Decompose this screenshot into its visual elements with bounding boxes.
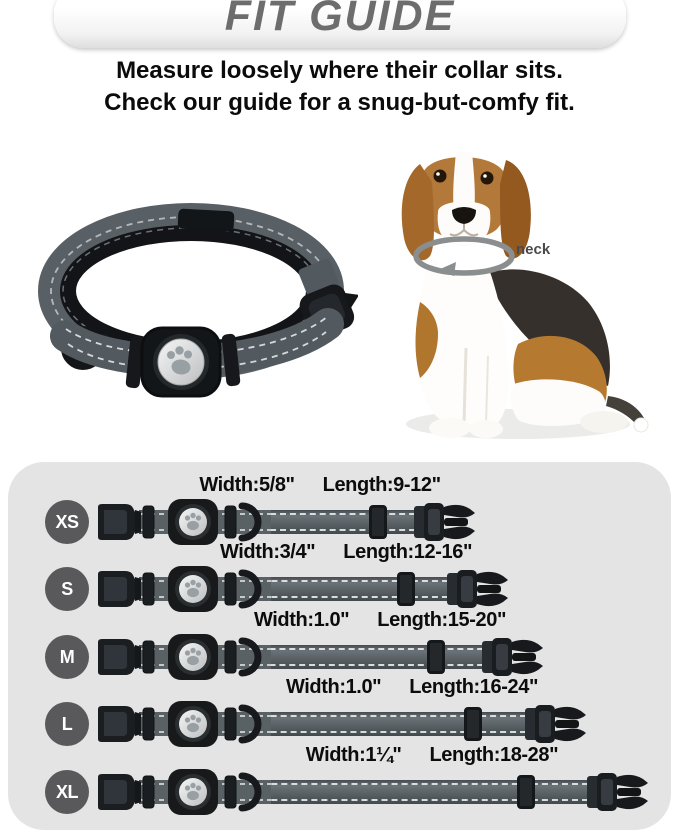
size-row-l bbox=[8, 676, 671, 750]
airtag-holder-icon bbox=[141, 768, 271, 816]
buckle-male-icon bbox=[413, 498, 477, 546]
airtag-holder-icon bbox=[141, 498, 271, 546]
triglide-adjuster bbox=[369, 505, 387, 539]
title-band bbox=[54, 0, 626, 48]
buckle-male-icon bbox=[586, 768, 650, 816]
size-row-s bbox=[8, 541, 671, 615]
size-specs bbox=[160, 474, 480, 497]
collar-illustration bbox=[95, 498, 477, 546]
width-spec: Width:1.0" bbox=[253, 609, 350, 631]
collar-product-image bbox=[28, 196, 358, 416]
size-badge-xs: XS bbox=[45, 500, 89, 544]
airtag-holder bbox=[142, 328, 220, 396]
dog-head bbox=[402, 152, 531, 260]
collar-top-keeper bbox=[178, 209, 235, 232]
size-badge-s: S bbox=[45, 567, 89, 611]
width-spec: Width:3/4" bbox=[219, 541, 316, 563]
size-badge-xl: XL bbox=[45, 770, 89, 814]
size-row-m bbox=[8, 609, 671, 683]
page-title: FIT GUIDE bbox=[224, 0, 456, 40]
width-spec: Width:1¼" bbox=[305, 744, 402, 766]
airtag-holder-icon bbox=[141, 565, 271, 613]
size-row-xs bbox=[8, 474, 671, 548]
subtitle-line-2: Check our guide for a snug-but-comfy fit. bbox=[104, 89, 575, 116]
length-spec: Length:15-20" bbox=[377, 609, 507, 631]
triglide-adjuster bbox=[397, 572, 415, 606]
size-chart-panel bbox=[8, 462, 671, 830]
size-badge-m: M bbox=[45, 635, 89, 679]
airtag-holder-icon bbox=[141, 700, 271, 748]
neck-label: neck bbox=[516, 241, 551, 258]
length-spec: Length:16-24" bbox=[409, 676, 539, 698]
collar-illustration bbox=[95, 633, 545, 681]
subtitle-line-1: Measure loosely where their collar sits. bbox=[116, 57, 563, 84]
collar-illustration bbox=[95, 565, 510, 613]
triglide-adjuster bbox=[464, 707, 482, 741]
airtag-holder-icon bbox=[141, 633, 271, 681]
collar-illustration bbox=[95, 700, 588, 748]
dog-photo bbox=[368, 134, 660, 444]
triglide-adjuster bbox=[427, 640, 445, 674]
size-specs bbox=[252, 676, 572, 699]
size-specs bbox=[220, 609, 540, 632]
size-specs bbox=[272, 744, 592, 767]
length-spec: Length:9-12" bbox=[322, 474, 441, 496]
length-spec: Length:12-16" bbox=[343, 541, 473, 563]
collar-illustration bbox=[95, 768, 650, 816]
size-badge-l: L bbox=[45, 702, 89, 746]
size-row-xl bbox=[8, 744, 671, 818]
buckle-male-icon bbox=[524, 700, 588, 748]
size-specs bbox=[186, 541, 506, 564]
triglide-adjuster bbox=[517, 775, 535, 809]
width-spec: Width:5/8" bbox=[199, 474, 295, 496]
subtitle bbox=[0, 55, 679, 119]
buckle-male-icon bbox=[481, 633, 545, 681]
width-spec: Width:1.0" bbox=[285, 676, 382, 698]
buckle-male-icon bbox=[446, 565, 510, 613]
length-spec: Length:18-28" bbox=[429, 744, 559, 766]
